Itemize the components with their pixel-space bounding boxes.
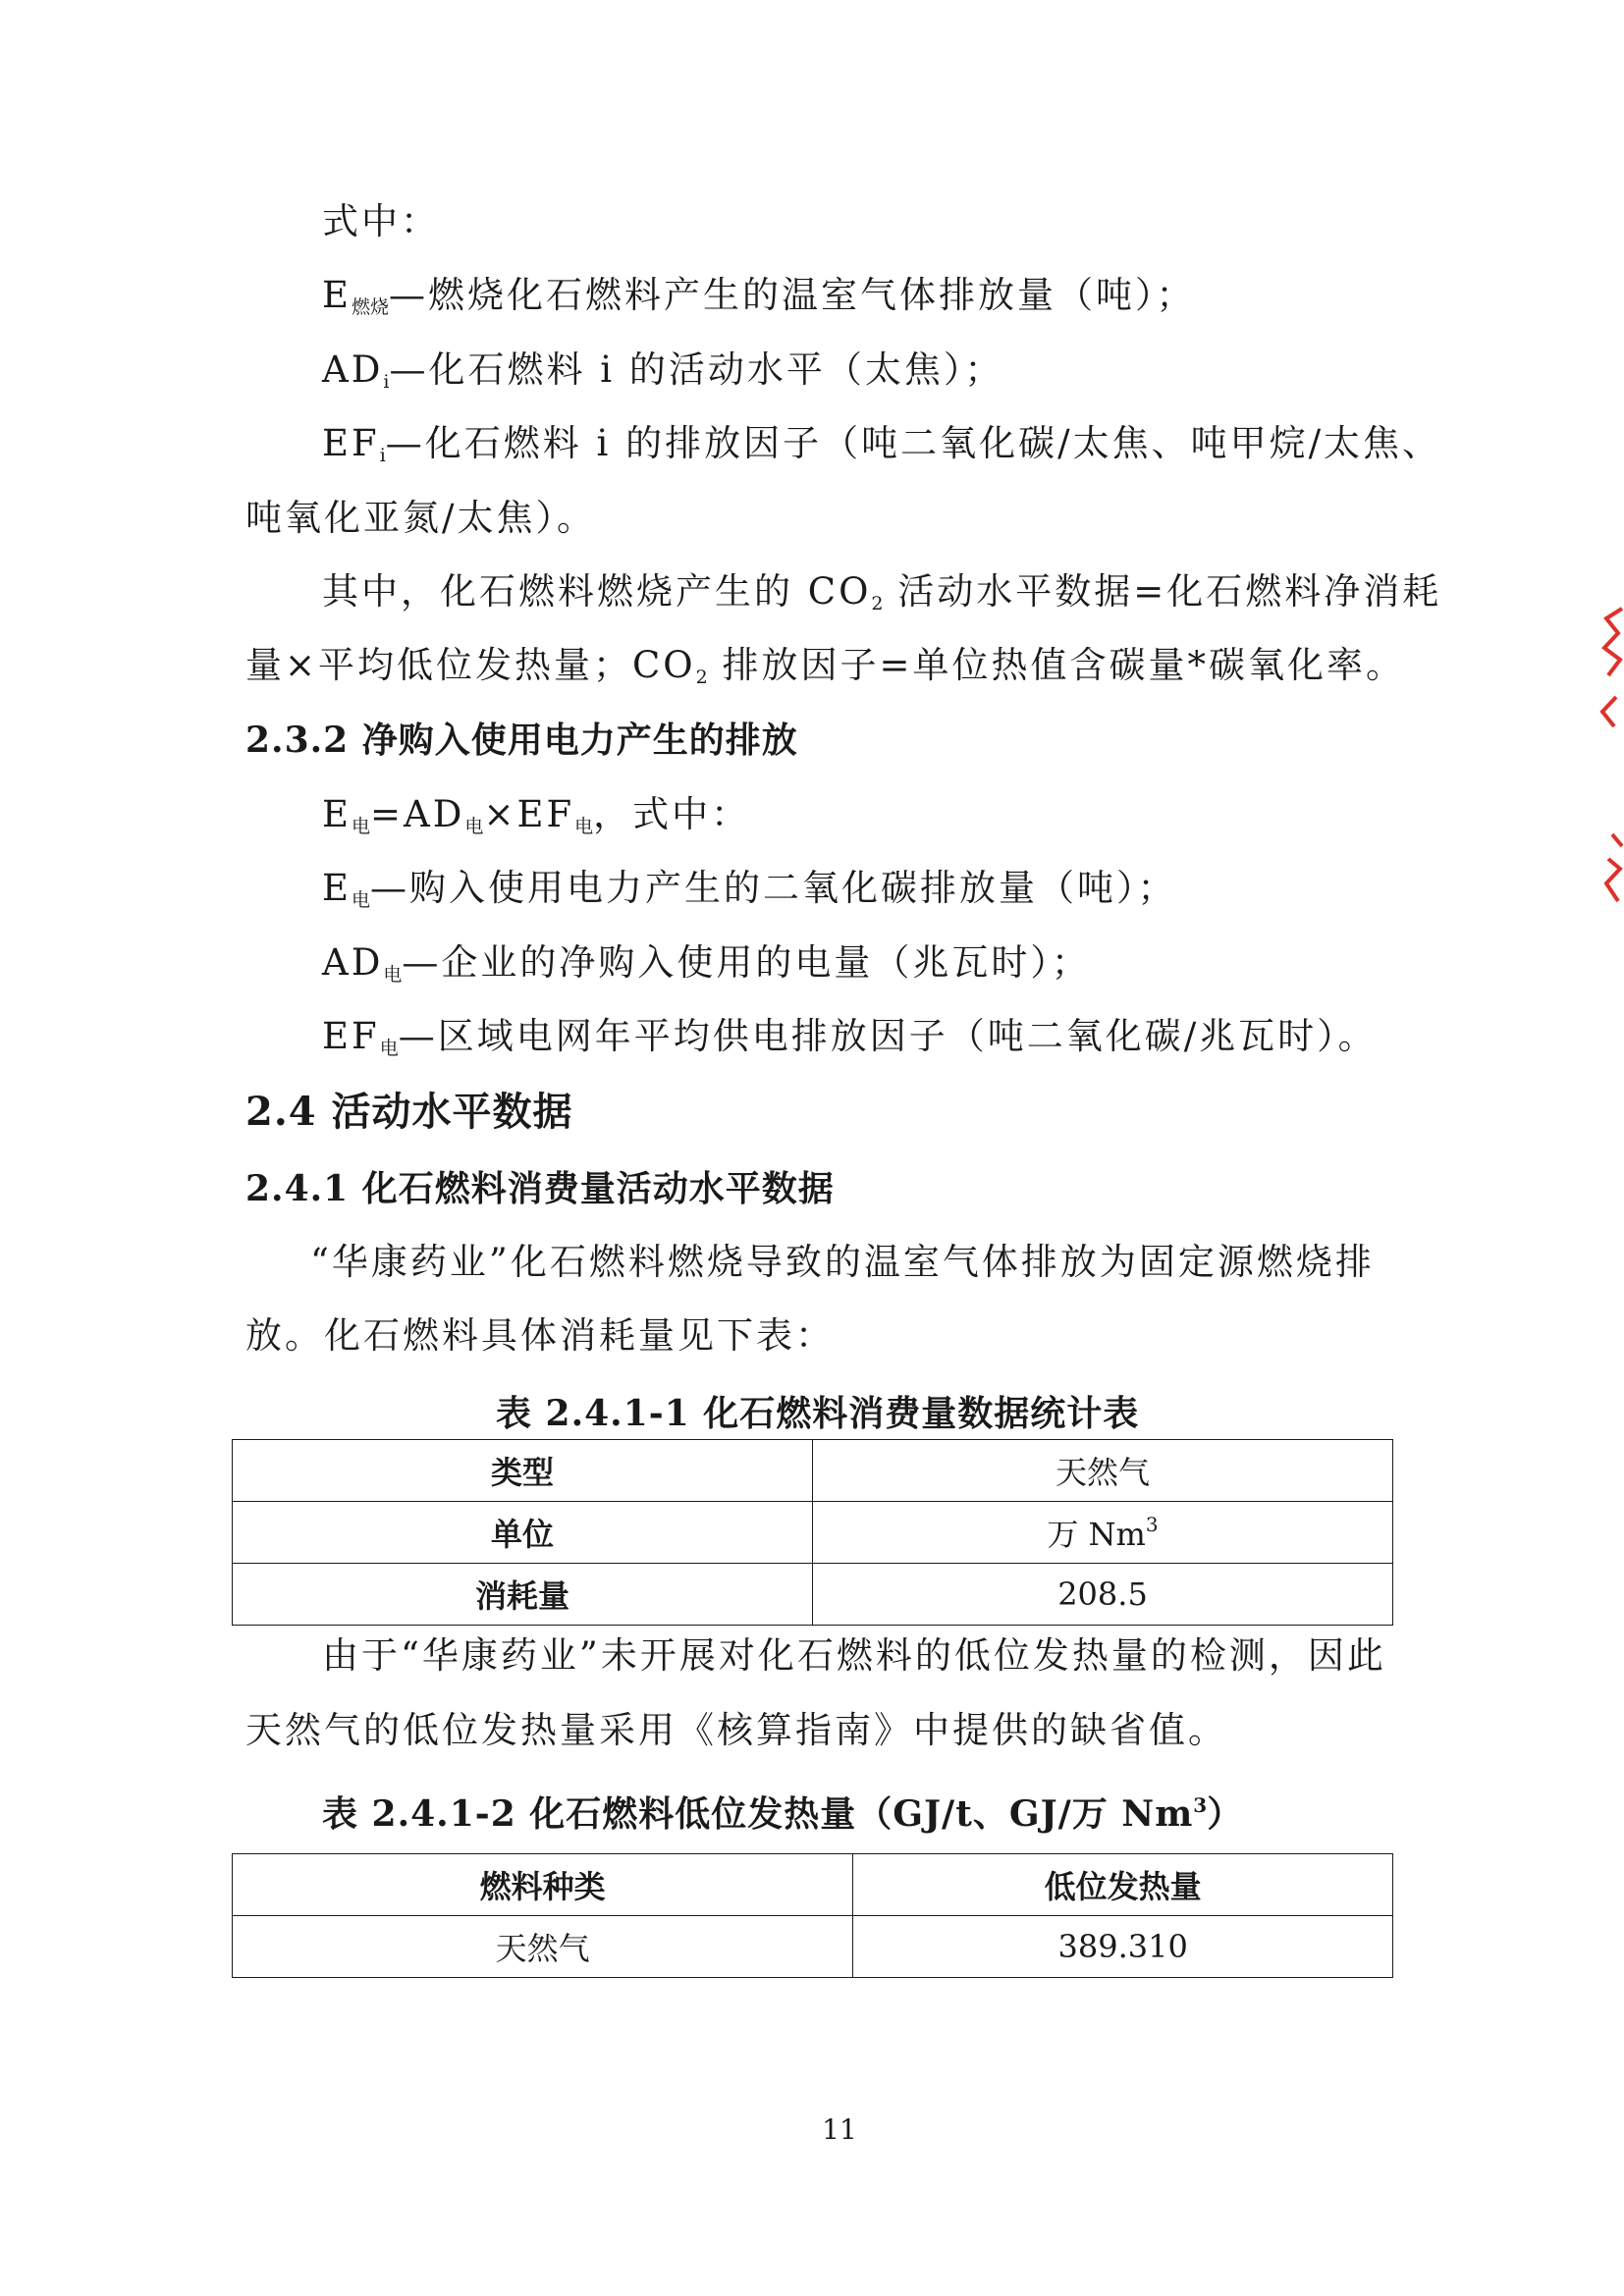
def-e-combustion <box>322 271 1196 332</box>
paragraph-line <box>322 567 1441 628</box>
def-text: —化石燃料 i 的活动水平（太焦）； <box>389 348 1004 391</box>
subscript-electric: 电 <box>379 1038 399 1059</box>
seal-stamp-fragment <box>1598 589 1624 923</box>
section-heading-2-4-1: 2.4.1 化石燃料消费量活动水平数据 <box>245 1168 835 1209</box>
subscript-2: 2 <box>871 593 884 614</box>
column-header: 低位发热量 <box>853 1854 1393 1916</box>
superscript-3: 3 <box>1193 1793 1208 1817</box>
formula-part: ，式中： <box>593 793 751 835</box>
subscript-electric: 电 <box>352 816 371 837</box>
paragraph-line: 天然气的低位发热量采用《核算指南》中提供的缺省值。 <box>245 1709 1227 1751</box>
def-text: —燃烧化石燃料产生的温室气体排放量（吨）； <box>389 274 1196 316</box>
symbol-ef: EF <box>322 1015 380 1057</box>
table-header-row <box>233 1854 1393 1916</box>
table-row <box>233 1440 1393 1502</box>
unit-text: 万 Nm <box>1047 1516 1146 1553</box>
row-value <box>813 1502 1393 1564</box>
def-ef-electric <box>322 1012 1378 1073</box>
paragraph-line <box>245 641 1405 702</box>
table-caption-1: 表 2.4.1-1 化石燃料消费量数据统计表 <box>496 1393 1140 1434</box>
symbol-ef: EF <box>322 422 380 464</box>
row-label: 类型 <box>233 1440 813 1502</box>
subscript-i: i <box>383 371 390 393</box>
table-row <box>233 1916 1393 1978</box>
paragraph-line: 由于“华康药业”未开展对化石燃料的低位发热量的检测，因此 <box>322 1634 1386 1677</box>
table-cell: 389.310 <box>853 1916 1393 1978</box>
where-label: 式中： <box>322 200 440 242</box>
caption-text: 表 2.4.1-2 化石燃料低位发热量（GJ/t、GJ/万 Nm <box>322 1793 1194 1835</box>
text-span: 活动水平数据=化石燃料净消耗 <box>883 570 1442 613</box>
def-text: —化石燃料 i 的排放因子（吨二氧化碳/太焦、吨甲烷/太焦、 <box>385 422 1442 464</box>
formula-electricity <box>322 790 750 851</box>
def-text: —区域电网年平均供电排放因子（吨二氧化碳/兆瓦时）。 <box>398 1015 1378 1057</box>
section-heading-2-4: 2.4 活动水平数据 <box>245 1089 573 1135</box>
caption-text: ） <box>1207 1793 1244 1835</box>
subscript-electric: 电 <box>464 816 484 837</box>
formula-part: =AD <box>370 793 465 835</box>
subscript-2: 2 <box>695 667 708 688</box>
def-ef-i <box>322 419 1441 480</box>
symbol-e: E <box>322 274 352 316</box>
row-value: 天然气 <box>813 1440 1393 1502</box>
symbol-ad: AD <box>322 941 384 984</box>
text-span: 排放因子=单位热值含碳量*碳氧化率。 <box>707 644 1406 686</box>
def-text: —购入使用电力产生的二氧化碳排放量（吨）； <box>370 867 1177 909</box>
column-header: 燃料种类 <box>233 1854 853 1916</box>
subscript-combustion: 燃烧 <box>352 296 390 318</box>
section-heading-2-3-2: 2.3.2 净购入使用电力产生的排放 <box>245 720 798 761</box>
table-cell: 天然气 <box>233 1916 853 1978</box>
row-label: 单位 <box>233 1502 813 1564</box>
def-ad-electric <box>322 938 1091 999</box>
subscript-electric: 电 <box>352 889 371 911</box>
fuel-consumption-table <box>232 1439 1393 1626</box>
symbol-e: E <box>322 867 352 909</box>
formula-part: ×EF <box>483 793 575 835</box>
text-span: 其中，化石燃料燃烧产生的 CO <box>322 570 872 613</box>
symbol-e: E <box>322 793 352 835</box>
def-ad-i <box>322 346 1003 406</box>
table-row <box>233 1502 1393 1564</box>
row-value: 208.5 <box>813 1564 1393 1626</box>
row-label: 消耗量 <box>233 1564 813 1626</box>
table-row <box>233 1564 1393 1626</box>
subscript-electric: 电 <box>574 816 594 837</box>
def-ef-i-cont: 吨氧化亚氮/太焦）。 <box>245 497 596 539</box>
def-text: —企业的净购入使用的电量（兆瓦时）； <box>402 941 1091 984</box>
paragraph-line: “华康药业”化石燃料燃烧导致的温室气体排放为固定源燃烧排 <box>310 1241 1375 1283</box>
subscript-electric: 电 <box>383 964 403 986</box>
superscript-3: 3 <box>1145 1513 1159 1536</box>
subscript-i: i <box>379 445 386 466</box>
page-number: 11 <box>822 2113 857 2146</box>
text-span: 量×平均低位发热量；CO <box>245 644 696 686</box>
paragraph-line: 放。化石燃料具体消耗量见下表： <box>245 1314 835 1357</box>
heating-value-table <box>232 1853 1393 1978</box>
def-e-electric <box>322 864 1177 925</box>
table-caption-2 <box>322 1781 1243 1839</box>
symbol-ad: AD <box>322 348 384 391</box>
